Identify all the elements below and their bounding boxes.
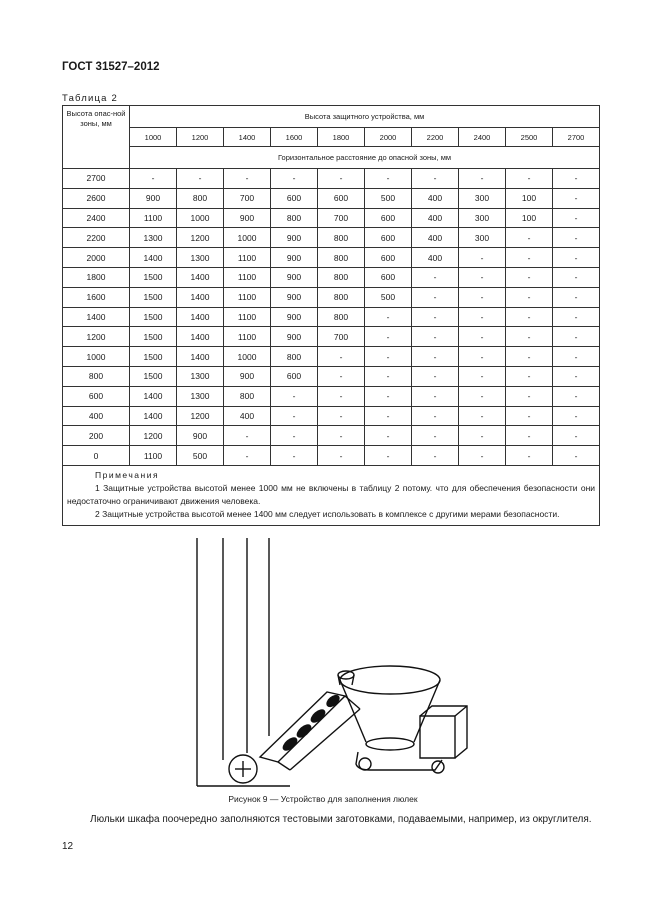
base-wheel bbox=[432, 761, 444, 773]
distance-cell: - bbox=[459, 347, 506, 367]
distance-cell: 100 bbox=[506, 188, 553, 208]
distance-cell: - bbox=[553, 208, 600, 228]
distance-cell: 1300 bbox=[177, 386, 224, 406]
distance-cell: - bbox=[365, 169, 412, 189]
zone-height-cell: 1800 bbox=[63, 267, 130, 287]
distance-subheader: Горизонтальное расстояние до опасной зоны, мм bbox=[130, 147, 600, 169]
distance-cell: - bbox=[365, 307, 412, 327]
table-row bbox=[63, 426, 600, 446]
zone-height-cell: 1200 bbox=[63, 327, 130, 347]
distance-cell: 900 bbox=[271, 248, 318, 268]
distance-cell: - bbox=[506, 267, 553, 287]
distance-cell: - bbox=[365, 426, 412, 446]
distance-cell: 300 bbox=[459, 228, 506, 248]
device-height-cell: 2400 bbox=[459, 128, 506, 147]
distance-cell: - bbox=[553, 406, 600, 426]
distance-cell: 1100 bbox=[224, 287, 271, 307]
device-height-cell: 1200 bbox=[177, 128, 224, 147]
distance-cell: - bbox=[553, 267, 600, 287]
distance-cell: 1100 bbox=[224, 307, 271, 327]
zone-height-cell: 1400 bbox=[63, 307, 130, 327]
distance-cell: - bbox=[365, 446, 412, 466]
distance-cell: 1300 bbox=[177, 248, 224, 268]
zone-height-header: Высота опас-ной зоны, мм bbox=[63, 106, 130, 169]
distance-cell: 300 bbox=[459, 188, 506, 208]
distance-cell: 900 bbox=[271, 267, 318, 287]
distance-cell: - bbox=[459, 287, 506, 307]
distance-cell: 600 bbox=[271, 366, 318, 386]
distance-cell: 600 bbox=[318, 188, 365, 208]
distance-cell: 800 bbox=[318, 267, 365, 287]
table-notes bbox=[63, 465, 600, 525]
distance-cell: - bbox=[318, 366, 365, 386]
distance-cell: 800 bbox=[318, 228, 365, 248]
distance-cell: 1500 bbox=[130, 327, 177, 347]
table-row bbox=[63, 446, 600, 466]
distance-cell: - bbox=[224, 446, 271, 466]
table-row bbox=[63, 188, 600, 208]
distance-cell: - bbox=[506, 228, 553, 248]
distance-cell: 1500 bbox=[130, 307, 177, 327]
table-row bbox=[63, 287, 600, 307]
distance-cell: - bbox=[412, 386, 459, 406]
distance-cell: - bbox=[459, 327, 506, 347]
zone-height-cell: 2400 bbox=[63, 208, 130, 228]
distance-cell: - bbox=[177, 169, 224, 189]
distance-cell: 900 bbox=[224, 208, 271, 228]
distance-cell: - bbox=[412, 287, 459, 307]
table-row bbox=[63, 208, 600, 228]
distance-cell: 1500 bbox=[130, 366, 177, 386]
distance-cell: - bbox=[412, 307, 459, 327]
distance-cell: - bbox=[553, 366, 600, 386]
distance-cell: 1100 bbox=[130, 446, 177, 466]
table-row bbox=[63, 169, 600, 189]
distance-cell: - bbox=[553, 287, 600, 307]
distance-cell: - bbox=[459, 169, 506, 189]
device-height-cell: 2000 bbox=[365, 128, 412, 147]
distance-cell: 800 bbox=[318, 287, 365, 307]
hopper-bottom bbox=[366, 738, 414, 750]
zone-height-cell: 2000 bbox=[63, 248, 130, 268]
distance-cell: - bbox=[412, 327, 459, 347]
motor-box-side bbox=[420, 706, 467, 758]
distance-cell: 1400 bbox=[177, 287, 224, 307]
distance-cell: 600 bbox=[365, 248, 412, 268]
motor-box-edge bbox=[455, 706, 467, 716]
distance-cell: - bbox=[271, 426, 318, 446]
distance-cell: - bbox=[506, 366, 553, 386]
device-height-cell: 1600 bbox=[271, 128, 318, 147]
distance-cell: 1100 bbox=[130, 208, 177, 228]
table-row bbox=[63, 366, 600, 386]
note-2: 2 Защитные устройства высотой менее 1400 мм следует использовать в комплексе с другими мерами безопасности. bbox=[95, 508, 560, 519]
device-height-cell: 2500 bbox=[506, 128, 553, 147]
distance-cell: - bbox=[271, 169, 318, 189]
zone-height-cell: 1600 bbox=[63, 287, 130, 307]
device-height-cell: 1000 bbox=[130, 128, 177, 147]
zone-height-cell: 200 bbox=[63, 426, 130, 446]
distance-cell: 1400 bbox=[177, 347, 224, 367]
distance-cell: 900 bbox=[271, 327, 318, 347]
distance-cell: - bbox=[459, 386, 506, 406]
distance-cell: 1400 bbox=[177, 327, 224, 347]
distance-cell: 1500 bbox=[130, 347, 177, 367]
distance-cell: - bbox=[365, 366, 412, 386]
distance-cell: 1100 bbox=[224, 267, 271, 287]
table-row bbox=[63, 307, 600, 327]
distance-cell: 1400 bbox=[130, 406, 177, 426]
distance-cell: 1200 bbox=[177, 228, 224, 248]
distance-cell: 1400 bbox=[130, 248, 177, 268]
distance-cell: 600 bbox=[365, 228, 412, 248]
distance-cell: - bbox=[459, 366, 506, 386]
base-wheel bbox=[359, 758, 371, 770]
distance-cell: 800 bbox=[271, 208, 318, 228]
distance-cell: - bbox=[412, 366, 459, 386]
distance-cell: - bbox=[365, 327, 412, 347]
distance-cell: - bbox=[506, 406, 553, 426]
device-height-cell: 1800 bbox=[318, 128, 365, 147]
distance-cell: - bbox=[459, 406, 506, 426]
safety-distance-table bbox=[62, 105, 600, 526]
distance-cell: - bbox=[412, 406, 459, 426]
distance-cell: 1400 bbox=[177, 307, 224, 327]
distance-cell: 600 bbox=[365, 208, 412, 228]
distance-cell: - bbox=[553, 188, 600, 208]
distance-cell: - bbox=[318, 347, 365, 367]
distance-cell: - bbox=[459, 426, 506, 446]
distance-cell: 700 bbox=[318, 208, 365, 228]
distance-cell: - bbox=[553, 169, 600, 189]
filling-device-figure bbox=[180, 538, 480, 790]
distance-cell: - bbox=[318, 426, 365, 446]
distance-cell: - bbox=[412, 347, 459, 367]
distance-cell: 500 bbox=[365, 287, 412, 307]
distance-cell: - bbox=[130, 169, 177, 189]
distance-cell: - bbox=[553, 347, 600, 367]
table-row bbox=[63, 327, 600, 347]
distance-cell: - bbox=[553, 327, 600, 347]
zone-height-cell: 600 bbox=[63, 386, 130, 406]
distance-cell: - bbox=[318, 386, 365, 406]
distance-cell: - bbox=[553, 228, 600, 248]
distance-cell: - bbox=[365, 406, 412, 426]
distance-cell: 1300 bbox=[130, 228, 177, 248]
device-base bbox=[356, 752, 442, 770]
zone-height-cell: 400 bbox=[63, 406, 130, 426]
distance-cell: 1500 bbox=[130, 287, 177, 307]
distance-cell: 600 bbox=[271, 188, 318, 208]
distance-cell: - bbox=[224, 426, 271, 446]
distance-cell: - bbox=[553, 307, 600, 327]
distance-cell: 700 bbox=[318, 327, 365, 347]
table-row bbox=[63, 248, 600, 268]
distance-cell: - bbox=[506, 307, 553, 327]
device-heights-row bbox=[63, 128, 600, 147]
page-number: 12 bbox=[62, 841, 74, 852]
table-row bbox=[63, 406, 600, 426]
distance-cell: 900 bbox=[271, 307, 318, 327]
distance-cell: - bbox=[506, 386, 553, 406]
workpiece bbox=[325, 693, 341, 708]
hopper-rim bbox=[340, 666, 440, 694]
distance-cell: - bbox=[412, 446, 459, 466]
distance-cell: - bbox=[506, 347, 553, 367]
table-row bbox=[63, 386, 600, 406]
distance-cell: 1200 bbox=[130, 426, 177, 446]
distance-cell: - bbox=[412, 267, 459, 287]
distance-cell: 900 bbox=[271, 287, 318, 307]
distance-cell: 500 bbox=[365, 188, 412, 208]
distance-cell: 400 bbox=[412, 208, 459, 228]
distance-cell: 400 bbox=[412, 248, 459, 268]
device-height-header: Высота защитного устройства, мм bbox=[130, 106, 600, 128]
distance-cell: - bbox=[553, 426, 600, 446]
note-1: 1 Защитные устройства высотой менее 1000 мм не включены в таблицу 2 потому. что для обеспечения безопасности они недостаточно ограничивают движения человека. bbox=[67, 482, 596, 506]
zone-height-cell: 2600 bbox=[63, 188, 130, 208]
distance-cell: 1400 bbox=[130, 386, 177, 406]
distance-cell: - bbox=[318, 446, 365, 466]
distance-cell: 800 bbox=[224, 386, 271, 406]
distance-cell: - bbox=[271, 386, 318, 406]
device-height-cell: 1400 bbox=[224, 128, 271, 147]
distance-cell: - bbox=[506, 426, 553, 446]
distance-cell: - bbox=[506, 248, 553, 268]
distance-cell: - bbox=[365, 347, 412, 367]
distance-cell: - bbox=[506, 327, 553, 347]
distance-cell: 1100 bbox=[224, 327, 271, 347]
zone-height-cell: 2700 bbox=[63, 169, 130, 189]
distance-cell: - bbox=[553, 446, 600, 466]
distance-cell: - bbox=[271, 406, 318, 426]
distance-cell: 900 bbox=[177, 426, 224, 446]
distance-cell: 1000 bbox=[224, 228, 271, 248]
distance-cell: 1100 bbox=[224, 248, 271, 268]
distance-cell: 600 bbox=[365, 267, 412, 287]
distance-cell: 1000 bbox=[177, 208, 224, 228]
distance-cell: 1300 bbox=[177, 366, 224, 386]
distance-cell: 800 bbox=[318, 307, 365, 327]
body-paragraph: Люльки шкафа поочередно заполняются тестовыми заготовками, подаваемыми, например, из округлителя. bbox=[90, 814, 592, 825]
zone-height-cell: 1000 bbox=[63, 347, 130, 367]
distance-cell: 800 bbox=[318, 248, 365, 268]
distance-cell: 1500 bbox=[130, 267, 177, 287]
table-body bbox=[63, 169, 600, 466]
distance-cell: 700 bbox=[224, 188, 271, 208]
distance-cell: - bbox=[506, 169, 553, 189]
device-height-cell: 2700 bbox=[553, 128, 600, 147]
distance-cell: - bbox=[459, 446, 506, 466]
device-height-cell: 2200 bbox=[412, 128, 459, 147]
distance-cell: - bbox=[318, 406, 365, 426]
zone-height-cell: 2200 bbox=[63, 228, 130, 248]
table-row bbox=[63, 347, 600, 367]
table-caption: Таблица 2 bbox=[62, 93, 118, 104]
distance-cell: 1400 bbox=[177, 267, 224, 287]
motor-box-front bbox=[420, 716, 455, 758]
table-row bbox=[63, 228, 600, 248]
distance-cell: - bbox=[412, 169, 459, 189]
distance-cell: 900 bbox=[130, 188, 177, 208]
distance-cell: - bbox=[459, 307, 506, 327]
table-row bbox=[63, 267, 600, 287]
distance-cell: - bbox=[459, 267, 506, 287]
distance-cell: 800 bbox=[177, 188, 224, 208]
figure-caption: Рисунок 9 — Устройство для заполнения люлек bbox=[228, 794, 418, 804]
distance-cell: 1000 bbox=[224, 347, 271, 367]
distance-cell: - bbox=[412, 426, 459, 446]
distance-cell: 400 bbox=[412, 228, 459, 248]
distance-cell: - bbox=[224, 169, 271, 189]
distance-cell: 900 bbox=[224, 366, 271, 386]
distance-cell: - bbox=[506, 287, 553, 307]
distance-cell: 400 bbox=[224, 406, 271, 426]
notes-title: Примечания bbox=[95, 469, 160, 480]
zone-height-cell: 800 bbox=[63, 366, 130, 386]
distance-cell: - bbox=[318, 169, 365, 189]
zone-height-cell: 0 bbox=[63, 446, 130, 466]
distance-cell: - bbox=[553, 248, 600, 268]
distance-cell: 1200 bbox=[177, 406, 224, 426]
distance-cell: 100 bbox=[506, 208, 553, 228]
distance-cell: - bbox=[553, 386, 600, 406]
distance-cell: - bbox=[365, 386, 412, 406]
small-bowl-side bbox=[352, 675, 354, 685]
distance-cell: 500 bbox=[177, 446, 224, 466]
conveyor-edge bbox=[278, 762, 290, 770]
distance-cell: - bbox=[506, 446, 553, 466]
distance-cell: - bbox=[271, 446, 318, 466]
distance-cell: 300 bbox=[459, 208, 506, 228]
distance-cell: 400 bbox=[412, 188, 459, 208]
document-header: ГОСТ 31527–2012 bbox=[62, 61, 160, 73]
distance-cell: 900 bbox=[271, 228, 318, 248]
distance-cell: - bbox=[459, 248, 506, 268]
distance-cell: 800 bbox=[271, 347, 318, 367]
